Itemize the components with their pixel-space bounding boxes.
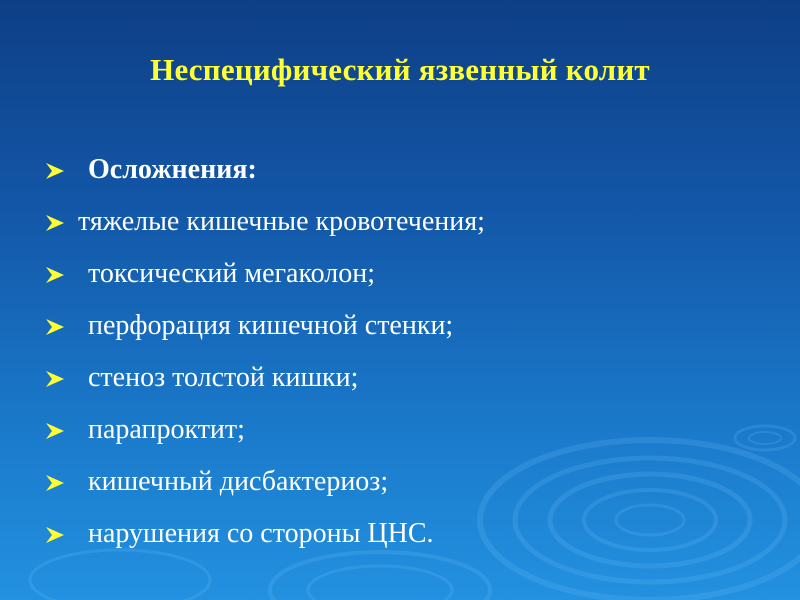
list-item-label: перфорация кишечной стенки; [88,310,454,341]
list-item-label: кишечный дисбактериоз; [88,466,389,497]
list-item-label: парапроктит; [88,414,245,445]
arrow-bullet-icon [44,213,66,233]
slide-title: Неспецифический язвенный колит [150,52,650,87]
arrow-bullet-icon [44,161,66,181]
arrow-bullet-icon [44,421,66,441]
list-item-label: стеноз толстой кишки; [88,362,359,393]
arrow-bullet-icon [44,369,66,389]
arrow-bullet-icon [44,473,66,493]
list-item-label: тяжелые кишечные кровотечения; [78,206,485,237]
list-item-label: Осложнения: [88,154,257,185]
arrow-bullet-icon [44,317,66,337]
list-item-label: нарушения со стороны ЦНС. [88,518,434,549]
arrow-bullet-icon [44,525,66,545]
arrow-bullet-icon [44,265,66,285]
list-item-label: токсический мегаколон; [88,258,375,289]
